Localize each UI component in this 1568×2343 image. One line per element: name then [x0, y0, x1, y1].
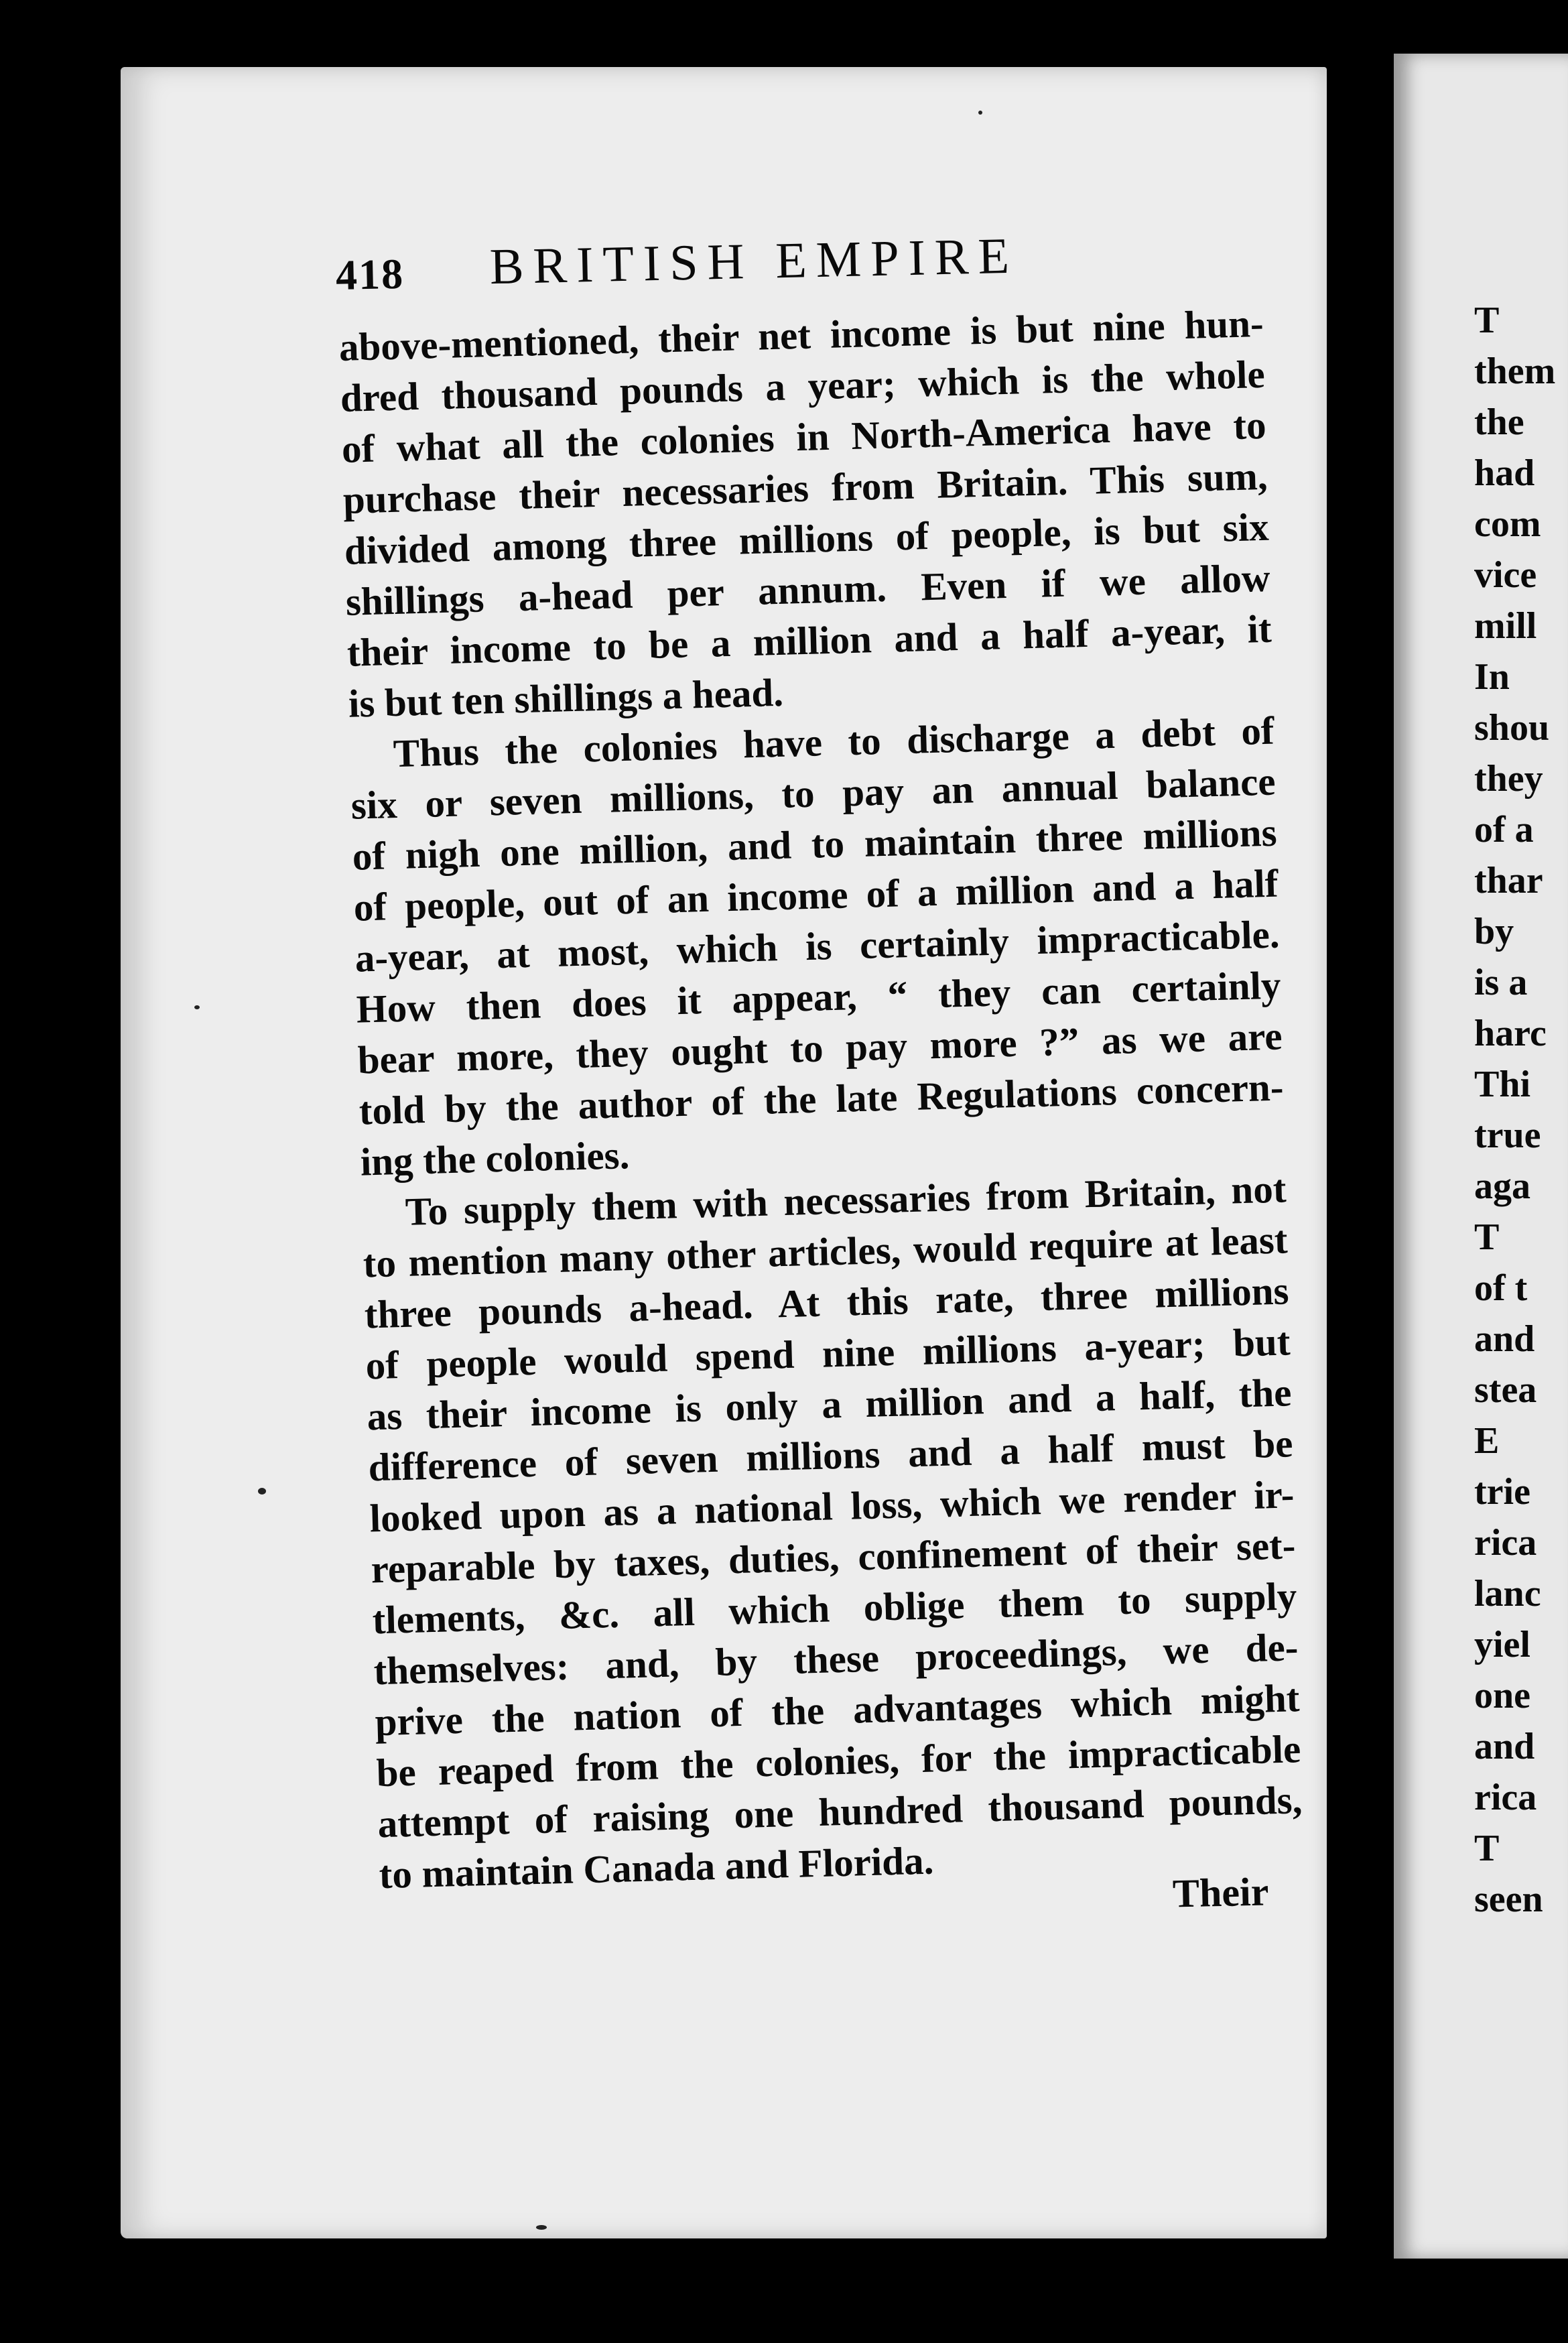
- right-page-fragment: of t: [1474, 1267, 1528, 1309]
- text-line: shillings a-head per annum. Even if we allow: [345, 555, 1271, 624]
- text-line: difference of seven millions and a half must be: [367, 1421, 1294, 1490]
- right-page-fragment: is a: [1474, 962, 1528, 1003]
- text-line: of nigh one million, and to maintain three millions: [352, 810, 1278, 879]
- catchword: Their: [1172, 1869, 1269, 1916]
- right-page-fragment: In: [1474, 656, 1510, 698]
- text-line: themselves: and, by these proceedings, we de-: [373, 1625, 1299, 1694]
- body-text: [338, 298, 1304, 1900]
- right-page-fragment: true: [1474, 1115, 1541, 1156]
- right-page-fragment: aga: [1474, 1165, 1530, 1207]
- ink-speck: [536, 2225, 547, 2230]
- text-line: reparable by taxes, duties, confinement of their set-: [370, 1523, 1297, 1592]
- gutter: [1327, 0, 1394, 2343]
- right-page-fragment: seen: [1474, 1879, 1543, 1920]
- text-line: as their income is only a million and a half, the: [366, 1370, 1293, 1439]
- text-line: is but ten shillings a head.: [348, 670, 784, 726]
- right-page-fragment: harc: [1474, 1013, 1547, 1054]
- text-line: of people, out of an income of a million and a half: [353, 861, 1279, 930]
- text-line: three pounds a-head. At this rate, three millions: [363, 1268, 1290, 1337]
- right-page-fragment: and: [1474, 1318, 1535, 1360]
- right-page-fragment: T: [1474, 1216, 1500, 1258]
- right-page-fragment: of a: [1474, 809, 1534, 850]
- right-page-fragment: com: [1474, 503, 1541, 545]
- text-line: How then does it appear, “ they can certainly: [355, 962, 1282, 1031]
- ink-speck: [258, 1488, 266, 1495]
- text-line: ing the colonies.: [359, 1133, 631, 1184]
- text-line: divided among three millions of people, is but six: [344, 504, 1270, 573]
- right-page-fragment: E: [1474, 1420, 1500, 1462]
- text-line: prive the nation of the advantages which might: [374, 1675, 1301, 1745]
- right-page-fragment: rica: [1474, 1777, 1537, 1818]
- text-line: tlements, &c. all which oblige them to supply: [371, 1574, 1298, 1643]
- text-line: their income to be a million and a half a-year, it: [346, 606, 1272, 675]
- right-page-fragment: mill: [1474, 605, 1537, 647]
- right-page-fragment: one: [1474, 1675, 1530, 1716]
- right-page-fragment: T: [1474, 300, 1500, 341]
- text-line: to mention many other articles, would require at least: [362, 1217, 1289, 1286]
- right-page-text: [1474, 295, 1556, 1925]
- right-page-fragment: rica: [1474, 1522, 1537, 1564]
- right-page-fragment: T: [1474, 1828, 1500, 1869]
- text-line: attempt of raising one hundred thousand pounds,: [377, 1777, 1303, 1846]
- right-page-fragment: and: [1474, 1726, 1535, 1767]
- right-page-fragment: vice: [1474, 554, 1537, 596]
- text-line: a-year, at most, which is certainly impracticable.: [354, 911, 1281, 980]
- text-line: purchase their necessaries from Britain. This sum,: [342, 453, 1268, 522]
- text-line: of people would spend nine millions a-year; but: [365, 1319, 1291, 1388]
- ink-speck: [978, 111, 982, 115]
- text-line: be reaped from the colonies, for the impracticable: [375, 1726, 1302, 1795]
- right-page-fragment: lanc: [1474, 1573, 1541, 1614]
- text-line: above-mentioned, their net income is but nine hun-: [338, 300, 1264, 369]
- ink-speck: [194, 1005, 200, 1009]
- right-page-fragment: they: [1474, 758, 1543, 800]
- text-line: six or seven millions, to pay an annual balance: [350, 759, 1277, 828]
- right-page-fragment: them: [1474, 351, 1556, 392]
- right-page-fragment: the: [1474, 401, 1524, 443]
- running-head-title: BRITISH EMPIRE: [488, 227, 1019, 296]
- right-page-fragment: yiel: [1474, 1624, 1530, 1665]
- page-number: 418: [335, 249, 405, 299]
- text-line: bear more, they ought to pay more ?” as we are: [356, 1013, 1283, 1082]
- right-page-fragment: thar: [1474, 860, 1543, 901]
- right-page-fragment: had: [1474, 452, 1535, 494]
- text-line: to maintain Canada and Florida.: [378, 1838, 935, 1897]
- right-page-fragment: Thi: [1474, 1064, 1531, 1105]
- right-page-fragment: by: [1474, 911, 1514, 952]
- text-line: Thus the colonies have to discharge a debt of: [393, 708, 1275, 776]
- right-page-fragment: shou: [1474, 707, 1550, 749]
- right-page-fragment: stea: [1474, 1369, 1537, 1411]
- text-line: of what all the colonies in North-America have to: [341, 402, 1267, 471]
- text-line: To supply them with necessaries from Britain, not: [404, 1166, 1287, 1234]
- text-line: told by the author of the late Regulations concern-: [358, 1064, 1285, 1133]
- text-line: dred thousand pounds a year; which is the whole: [340, 351, 1266, 420]
- right-page-fragment: trie: [1474, 1471, 1530, 1513]
- text-line: looked upon as a national loss, which we render ir-: [369, 1472, 1295, 1541]
